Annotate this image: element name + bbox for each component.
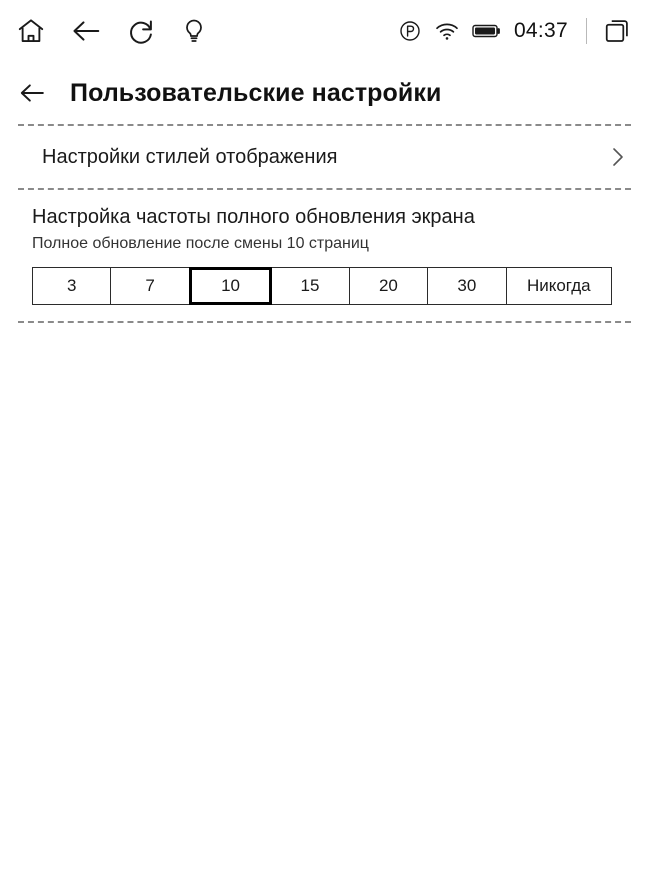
page-title: Пользовательские настройки [70,78,442,107]
back-arrow-icon[interactable] [70,16,102,46]
refresh-option-20[interactable]: 20 [350,268,428,304]
title-bar [0,62,649,124]
chevron-right-icon[interactable] [611,145,625,169]
pocket-icon[interactable] [398,19,422,43]
refresh-option-30[interactable]: 30 [428,268,506,304]
refresh-option-3[interactable]: 3 [33,268,111,304]
sidebar-item-display-styles[interactable] [0,126,649,188]
display-styles-label: Настройки стилей отображения [42,145,338,168]
settings-content [0,124,649,323]
refresh-option-10[interactable]: 10 [189,267,272,305]
status-bar-right [398,17,631,45]
separator-bottom [18,321,631,323]
status-bar-clock: 04:37 [513,19,568,42]
refresh-frequency-options[interactable] [32,267,612,305]
status-bar-left-icons [16,16,208,46]
battery-icon [472,21,502,41]
lightbulb-icon[interactable] [180,16,208,46]
refresh-option-7[interactable]: 7 [111,268,189,304]
refresh-frequency-subtitle: Полное обновление после смены 10 страниц [32,235,369,252]
wifi-icon[interactable] [434,20,460,42]
home-icon[interactable] [16,16,46,46]
refresh-frequency-title: Настройка частоты полного обновления экрана [32,206,475,228]
back-navigation-icon[interactable] [16,80,48,106]
multitask-icon[interactable] [603,17,631,45]
refresh-frequency-section [0,190,649,321]
status-bar [0,0,649,62]
refresh-option-never[interactable]: Никогда [507,268,612,304]
refresh-icon[interactable] [126,16,156,46]
refresh-option-15[interactable]: 15 [271,268,349,304]
status-bar-divider [586,18,587,44]
